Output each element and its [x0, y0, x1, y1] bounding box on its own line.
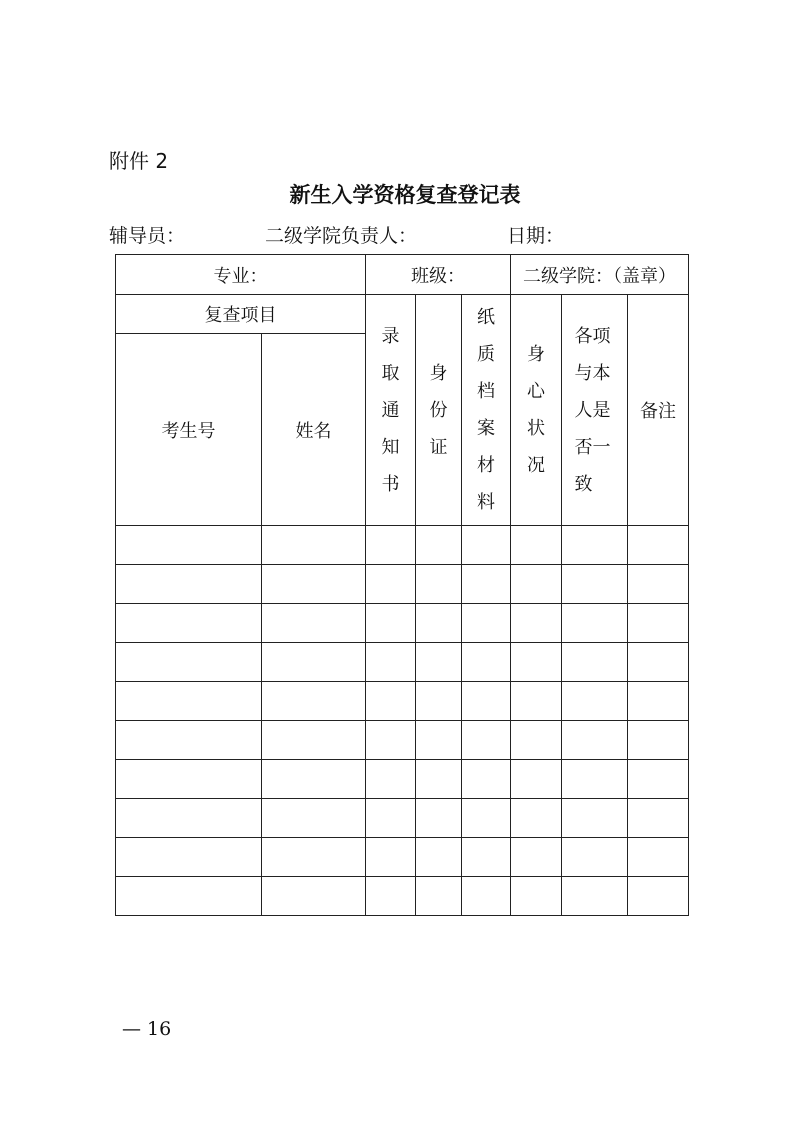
review-items-header: 复查项目 [116, 295, 366, 334]
paper-archive-cell[interactable] [462, 838, 511, 877]
name-cell[interactable] [262, 760, 366, 799]
admission-notice-cell[interactable] [366, 877, 416, 916]
consistency-cell[interactable] [562, 682, 628, 721]
admission-notice-cell[interactable] [366, 604, 416, 643]
admission-notice-cell[interactable] [366, 526, 416, 565]
counselor-label: 辅导员： [109, 225, 186, 247]
paper-archive-cell[interactable] [462, 799, 511, 838]
consistency-cell[interactable] [562, 526, 628, 565]
consistency-cell[interactable] [562, 799, 628, 838]
student-no-cell[interactable] [116, 799, 262, 838]
name-cell[interactable] [262, 565, 366, 604]
remarks-cell[interactable] [628, 526, 689, 565]
name-cell[interactable] [262, 604, 366, 643]
health-status-cell[interactable] [511, 682, 562, 721]
health-status-cell[interactable] [511, 721, 562, 760]
student-no-cell[interactable] [116, 604, 262, 643]
name-cell[interactable] [262, 877, 366, 916]
name-cell[interactable] [262, 799, 366, 838]
health-status-cell[interactable] [511, 643, 562, 682]
admission-notice-cell[interactable] [366, 721, 416, 760]
table-row [116, 838, 689, 877]
health-status-cell[interactable] [511, 799, 562, 838]
health-status-cell[interactable] [511, 565, 562, 604]
admission-notice-cell[interactable] [366, 643, 416, 682]
remarks-cell[interactable] [628, 760, 689, 799]
table-body [116, 526, 689, 916]
remarks-cell[interactable] [628, 838, 689, 877]
attachment-label: 附件 2 [109, 149, 169, 173]
health-status-label: 身心状况 [527, 344, 546, 476]
page-number: — 16 [122, 1018, 172, 1040]
table-row [116, 721, 689, 760]
remarks-header: 备注 [628, 295, 689, 526]
id-card-cell[interactable] [416, 682, 462, 721]
remarks-cell[interactable] [628, 682, 689, 721]
id-card-header [416, 295, 462, 526]
remarks-cell[interactable] [628, 721, 689, 760]
health-status-cell[interactable] [511, 877, 562, 916]
admission-notice-label: 录取通知书 [381, 325, 400, 495]
consistency-cell[interactable] [562, 604, 628, 643]
health-status-cell[interactable] [511, 526, 562, 565]
id-card-cell[interactable] [416, 838, 462, 877]
student-no-header: 考生号 [116, 334, 262, 526]
health-status-cell[interactable] [511, 604, 562, 643]
health-status-cell[interactable] [511, 760, 562, 799]
student-no-cell[interactable] [116, 838, 262, 877]
student-no-cell[interactable] [116, 643, 262, 682]
document-title: 新生入学资格复查登记表 [289, 183, 521, 207]
registration-table [115, 254, 689, 916]
column-header-row [116, 295, 689, 334]
table-row [116, 682, 689, 721]
consistency-cell[interactable] [562, 721, 628, 760]
consistency-cell[interactable] [562, 643, 628, 682]
consistency-cell[interactable] [562, 565, 628, 604]
class-cell: 班级： [366, 255, 511, 295]
table-row [116, 526, 689, 565]
id-card-cell[interactable] [416, 604, 462, 643]
remarks-cell[interactable] [628, 643, 689, 682]
table-row [116, 799, 689, 838]
table-row [116, 760, 689, 799]
id-card-cell[interactable] [416, 721, 462, 760]
id-card-cell[interactable] [416, 565, 462, 604]
id-card-cell[interactable] [416, 760, 462, 799]
name-cell[interactable] [262, 643, 366, 682]
id-card-cell[interactable] [416, 877, 462, 916]
name-cell[interactable] [262, 526, 366, 565]
paper-archive-label: 纸质档案材料 [477, 307, 495, 513]
admission-notice-cell[interactable] [366, 565, 416, 604]
table-row [116, 604, 689, 643]
major-cell: 专业： [116, 255, 366, 295]
table-header-row [116, 255, 689, 295]
consistency-cell[interactable] [562, 760, 628, 799]
college-cell: 二级学院：（盖章） [511, 255, 689, 295]
paper-archive-cell[interactable] [462, 526, 511, 565]
remarks-cell[interactable] [628, 877, 689, 916]
student-no-cell[interactable] [116, 760, 262, 799]
paper-archive-cell[interactable] [462, 760, 511, 799]
paper-archive-header [462, 295, 511, 526]
student-no-cell[interactable] [116, 565, 262, 604]
paper-archive-cell[interactable] [462, 565, 511, 604]
admission-notice-header [366, 295, 416, 526]
remarks-cell[interactable] [628, 799, 689, 838]
id-card-label: 身份证 [429, 362, 448, 458]
health-status-header [511, 295, 562, 526]
student-no-cell[interactable] [116, 877, 262, 916]
id-card-cell[interactable] [416, 526, 462, 565]
student-no-cell[interactable] [116, 721, 262, 760]
admission-notice-cell[interactable] [366, 682, 416, 721]
paper-archive-cell[interactable] [462, 682, 511, 721]
date-label: 日期： [507, 225, 565, 247]
remarks-cell[interactable] [628, 604, 689, 643]
id-card-cell[interactable] [416, 643, 462, 682]
name-cell[interactable] [262, 682, 366, 721]
consistency-header [562, 295, 628, 526]
health-status-cell[interactable] [511, 838, 562, 877]
table-row [116, 877, 689, 916]
name-header: 姓名 [262, 334, 366, 526]
name-cell[interactable] [262, 838, 366, 877]
college-head-label: 二级学院负责人： [265, 225, 418, 247]
table-row [116, 565, 689, 604]
consistency-cell[interactable] [562, 877, 628, 916]
remarks-cell[interactable] [628, 565, 689, 604]
student-no-cell[interactable] [116, 526, 262, 565]
consistency-cell[interactable] [562, 838, 628, 877]
admission-notice-cell[interactable] [366, 799, 416, 838]
admission-notice-cell[interactable] [366, 760, 416, 799]
consistency-label: 各项与本人是否一致 [574, 325, 611, 495]
paper-archive-cell[interactable] [462, 721, 511, 760]
paper-archive-cell[interactable] [462, 877, 511, 916]
id-card-cell[interactable] [416, 799, 462, 838]
paper-archive-cell[interactable] [462, 604, 511, 643]
admission-notice-cell[interactable] [366, 838, 416, 877]
name-cell[interactable] [262, 721, 366, 760]
table-row [116, 643, 689, 682]
paper-archive-cell[interactable] [462, 643, 511, 682]
student-no-cell[interactable] [116, 682, 262, 721]
